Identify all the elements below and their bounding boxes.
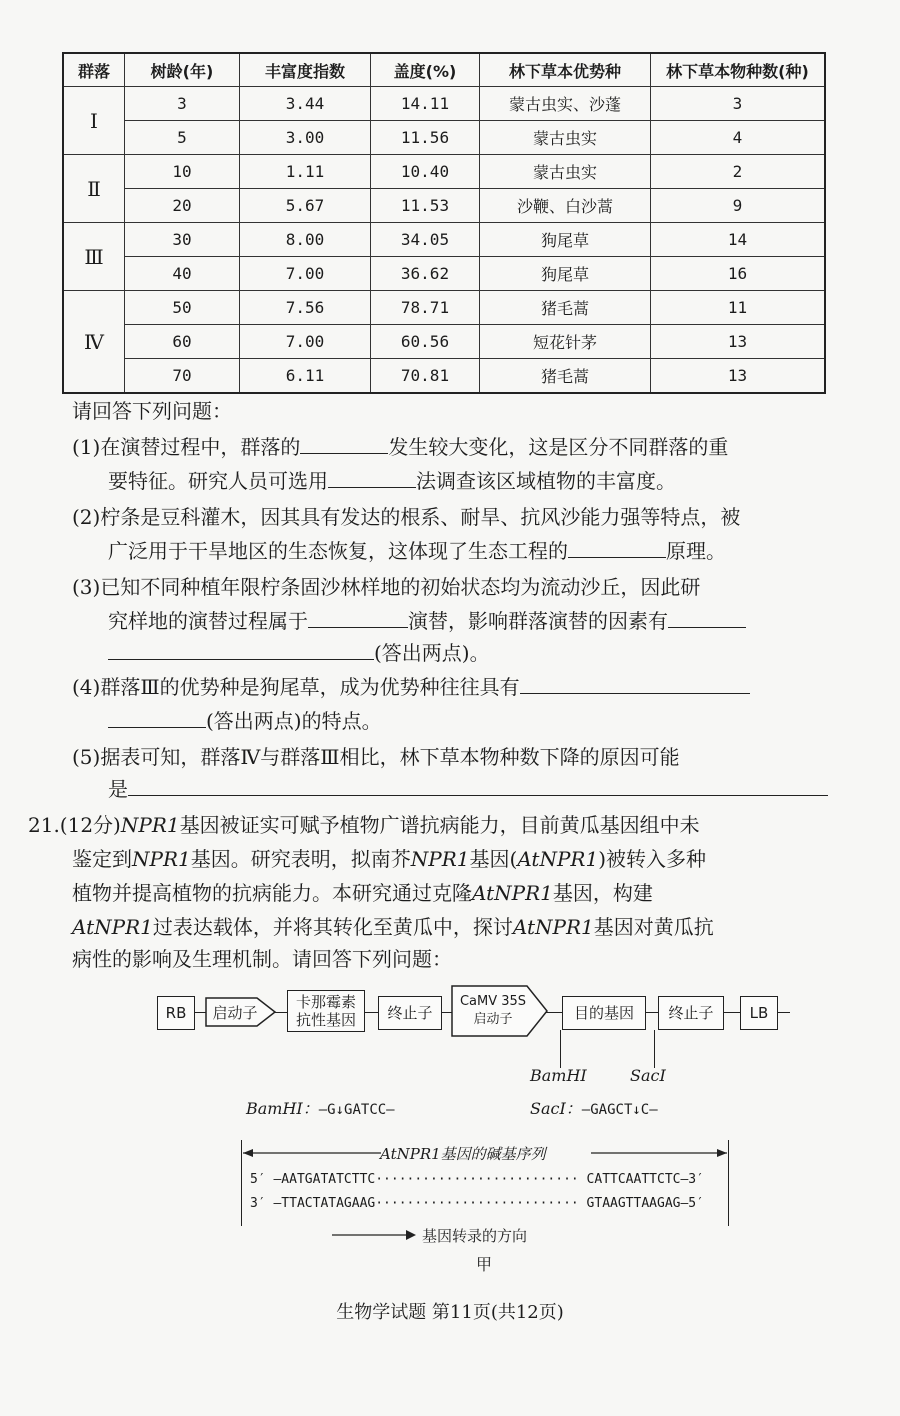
col-header-age: 树龄(年) — [125, 53, 240, 87]
cell: 短花针茅 — [480, 325, 651, 359]
bamhi-site-label: BamHⅠ — [530, 1066, 587, 1085]
q20-intro: 请回答下列问题： — [72, 399, 232, 423]
q20-part1-line1 — [72, 430, 862, 464]
q20-text: 究样地的演替过程属于 — [108, 609, 308, 633]
answer-blank — [568, 535, 666, 558]
table-row — [63, 189, 825, 223]
q21-line5: 病性的影响及生理机制。请回答下列问题： — [72, 947, 452, 971]
page-footer: 生物学试题 第11页(共12页) — [336, 1302, 564, 1323]
table-row — [63, 155, 825, 189]
q21-text: 植物并提高植物的抗病能力。本研究通过克隆 — [72, 881, 472, 905]
answer-blank — [520, 671, 750, 694]
cell: 7.56 — [240, 291, 371, 325]
q20-part3-line1: (3)已知不同种植年限柠条固沙林样地的初始状态均为流动沙丘，因此研 — [72, 575, 701, 599]
q21-text: 鉴定到 — [72, 847, 132, 871]
answer-blank — [668, 605, 746, 628]
col-header-richness: 丰富度指数 — [240, 53, 371, 87]
gene-name: AtNPR1 — [517, 847, 599, 871]
cell: 3 — [125, 87, 240, 121]
camv-label — [455, 993, 531, 1029]
cell: 13 — [651, 325, 826, 359]
transcription-arrow — [330, 1228, 420, 1242]
q20-part4-line1 — [72, 670, 862, 704]
saci-seq: —GAGCT↓C— — [581, 1102, 658, 1118]
cell: 蒙古虫实 — [480, 155, 651, 189]
bamhi-seq: —G↓GATCC— — [318, 1102, 395, 1118]
q21-number: 21.(12分) — [28, 813, 121, 837]
q20-text: 要特征。研究人员可选用 — [108, 469, 328, 493]
cell: 78.71 — [371, 291, 480, 325]
cell: 狗尾草 — [480, 223, 651, 257]
cell: 60.56 — [371, 325, 480, 359]
cell: 10 — [125, 155, 240, 189]
answer-blank — [108, 705, 206, 728]
gene-name: NPR1 — [132, 847, 191, 871]
q20-text: (答出两点)。 — [374, 641, 490, 665]
cell: 2 — [651, 155, 826, 189]
q20-part3-line3 — [108, 636, 860, 670]
cell: 狗尾草 — [480, 257, 651, 291]
cell: 猪毛蒿 — [480, 291, 651, 325]
promoter-label: 启动子 — [212, 1004, 258, 1022]
q20-part3-line2 — [108, 604, 860, 638]
terminator-box-2: 终止子 — [658, 996, 724, 1030]
group-label: Ⅰ — [63, 87, 125, 155]
q21-text: )被转入多种 — [598, 847, 706, 871]
cell: 13 — [651, 359, 826, 394]
col-header-dominant: 林下草本优势种 — [480, 53, 651, 87]
table-row — [63, 291, 825, 325]
q20-part5-line1: (5)据表可知，群落Ⅳ与群落Ⅲ相比，林下草本物种数下降的原因可能 — [72, 745, 680, 769]
answer-blank — [128, 773, 828, 796]
answer-blank — [308, 605, 408, 628]
q20-part4-line2 — [108, 704, 860, 738]
cell: 30 — [125, 223, 240, 257]
camv-label-2: 启动子 — [473, 1012, 513, 1027]
col-header-species-count: 林下草本物种数(种) — [651, 53, 826, 87]
transcription-label: 基因转录的方向 — [422, 1227, 528, 1245]
q20-text: (答出两点)的特点。 — [206, 709, 382, 733]
cell: 14 — [651, 223, 826, 257]
q21-line3 — [72, 876, 862, 910]
q20-text: (1)在演替过程中，群落的 — [72, 435, 301, 459]
cell: 8.00 — [240, 223, 371, 257]
cell: 11.56 — [371, 121, 480, 155]
cell: 蒙古虫实、沙蓬 — [480, 87, 651, 121]
group-label: Ⅱ — [63, 155, 125, 223]
seq-title: AtNPR1基因的碱基序列 — [380, 1145, 546, 1163]
q20-text: 广泛用于干旱地区的生态恢复，这体现了生态工程的 — [108, 539, 568, 563]
bamhi-site-line — [560, 1030, 561, 1068]
rb-box: RB — [157, 996, 195, 1030]
cell: 16 — [651, 257, 826, 291]
cell: 5 — [125, 121, 240, 155]
cell: 10.40 — [371, 155, 480, 189]
answer-blank — [108, 637, 374, 660]
group-label: Ⅲ — [63, 223, 125, 291]
q20-part2-line1: (2)柠条是豆科灌木，因其具有发达的根系、耐旱、抗风沙能力强等特点，被 — [72, 505, 741, 529]
col-header-community: 群落 — [63, 53, 125, 87]
table-header-row — [63, 53, 825, 87]
cell: 36.62 — [371, 257, 480, 291]
cell: 11 — [651, 291, 826, 325]
cell: 3.44 — [240, 87, 371, 121]
lb-box: LB — [740, 996, 778, 1030]
cell: 7.00 — [240, 257, 371, 291]
q21-line4 — [72, 910, 862, 944]
cell: 猪毛蒿 — [480, 359, 651, 394]
answer-blank — [328, 465, 416, 488]
gene-name: NPR1 — [120, 813, 180, 837]
table-row — [63, 223, 825, 257]
cell: 11.53 — [371, 189, 480, 223]
kanamycin-gene-box — [287, 990, 365, 1032]
q21-text: 过表达载体，并将其转化至黄瓜中，探讨 — [152, 915, 513, 939]
cell: 沙鞭、白沙蒿 — [480, 189, 651, 223]
terminator-box-1: 终止子 — [378, 996, 442, 1030]
q21-line1 — [28, 808, 868, 842]
cell: 4 — [651, 121, 826, 155]
q20-text: 是 — [108, 777, 128, 801]
saci-site-line — [654, 1030, 655, 1068]
cell: 40 — [125, 257, 240, 291]
q21-text: 基因被证实可赋予植物广谱抗病能力，目前黄瓜基因组中未 — [179, 813, 700, 837]
strand-5-prime: 5′ —AATGATATCTTC·························· CATTCAATTCTC—3′ — [250, 1172, 704, 1187]
q21-text: 基因，构建 — [552, 881, 653, 905]
q21-line2 — [72, 842, 862, 876]
gene-name: NPR1 — [410, 847, 470, 871]
kan-label-1: 卡那霉素 — [295, 993, 356, 1011]
cell: 9 — [651, 189, 826, 223]
camv-label-1: CaMV 35S — [459, 994, 527, 1009]
table-row — [63, 325, 825, 359]
cell: 60 — [125, 325, 240, 359]
strand-3-prime: 3′ —TTACTATAGAAG·························· GTAAGTTAAGAG—5′ — [250, 1196, 704, 1211]
cell: 20 — [125, 189, 240, 223]
cell: 70.81 — [371, 359, 480, 394]
cell: 34.05 — [371, 223, 480, 257]
cell: 蒙古虫实 — [480, 121, 651, 155]
bamhi-seq-label: BamHⅠ： — [246, 1099, 319, 1118]
q20-part1-line2 — [108, 464, 860, 498]
saci-site-label: SacⅠ — [630, 1066, 666, 1085]
table-row — [63, 359, 825, 394]
cell: 50 — [125, 291, 240, 325]
cell: 70 — [125, 359, 240, 394]
cell: 7.00 — [240, 325, 371, 359]
table-row — [63, 87, 825, 121]
table-row — [63, 257, 825, 291]
figure-label: 甲 — [476, 1255, 493, 1274]
answer-blank — [300, 431, 388, 454]
gene-name: AtNPR1 — [512, 915, 594, 939]
community-table — [62, 52, 826, 394]
q21-text: 基因( — [469, 847, 518, 871]
col-header-coverage: 盖度(%) — [371, 53, 480, 87]
saci-recognition — [530, 1096, 658, 1119]
group-label: Ⅳ — [63, 291, 125, 394]
saci-seq-label: SacⅠ： — [530, 1099, 582, 1118]
q21-text: 基因对黄瓜抗 — [593, 915, 714, 939]
q20-part2-line2 — [108, 534, 860, 568]
cell: 5.67 — [240, 189, 371, 223]
cell: 14.11 — [371, 87, 480, 121]
table-row — [63, 121, 825, 155]
q20-text: 原理。 — [666, 539, 726, 563]
q20-text: (4)群落Ⅲ的优势种是狗尾草，成为优势种往往具有 — [72, 675, 520, 699]
q20-text: 发生较大变化，这是区分不同群落的重 — [388, 435, 729, 459]
cell: 3 — [651, 87, 826, 121]
q21-text: 基因。研究表明，拟南芥 — [190, 847, 411, 871]
gene-name: AtNPR1 — [72, 915, 153, 939]
cell: 3.00 — [240, 121, 371, 155]
cell: 6.11 — [240, 359, 371, 394]
kan-label-2: 抗性基因 — [295, 1011, 356, 1029]
q20-text: 演替，影响群落演替的因素有 — [408, 609, 668, 633]
q20-text: 法调查该区域植物的丰富度。 — [416, 469, 676, 493]
bamhi-recognition — [246, 1096, 395, 1119]
target-gene-box: 目的基因 — [562, 996, 646, 1030]
q20-part5-line2 — [108, 772, 860, 806]
gene-name: AtNPR1 — [472, 881, 553, 905]
cell: 1.11 — [240, 155, 371, 189]
